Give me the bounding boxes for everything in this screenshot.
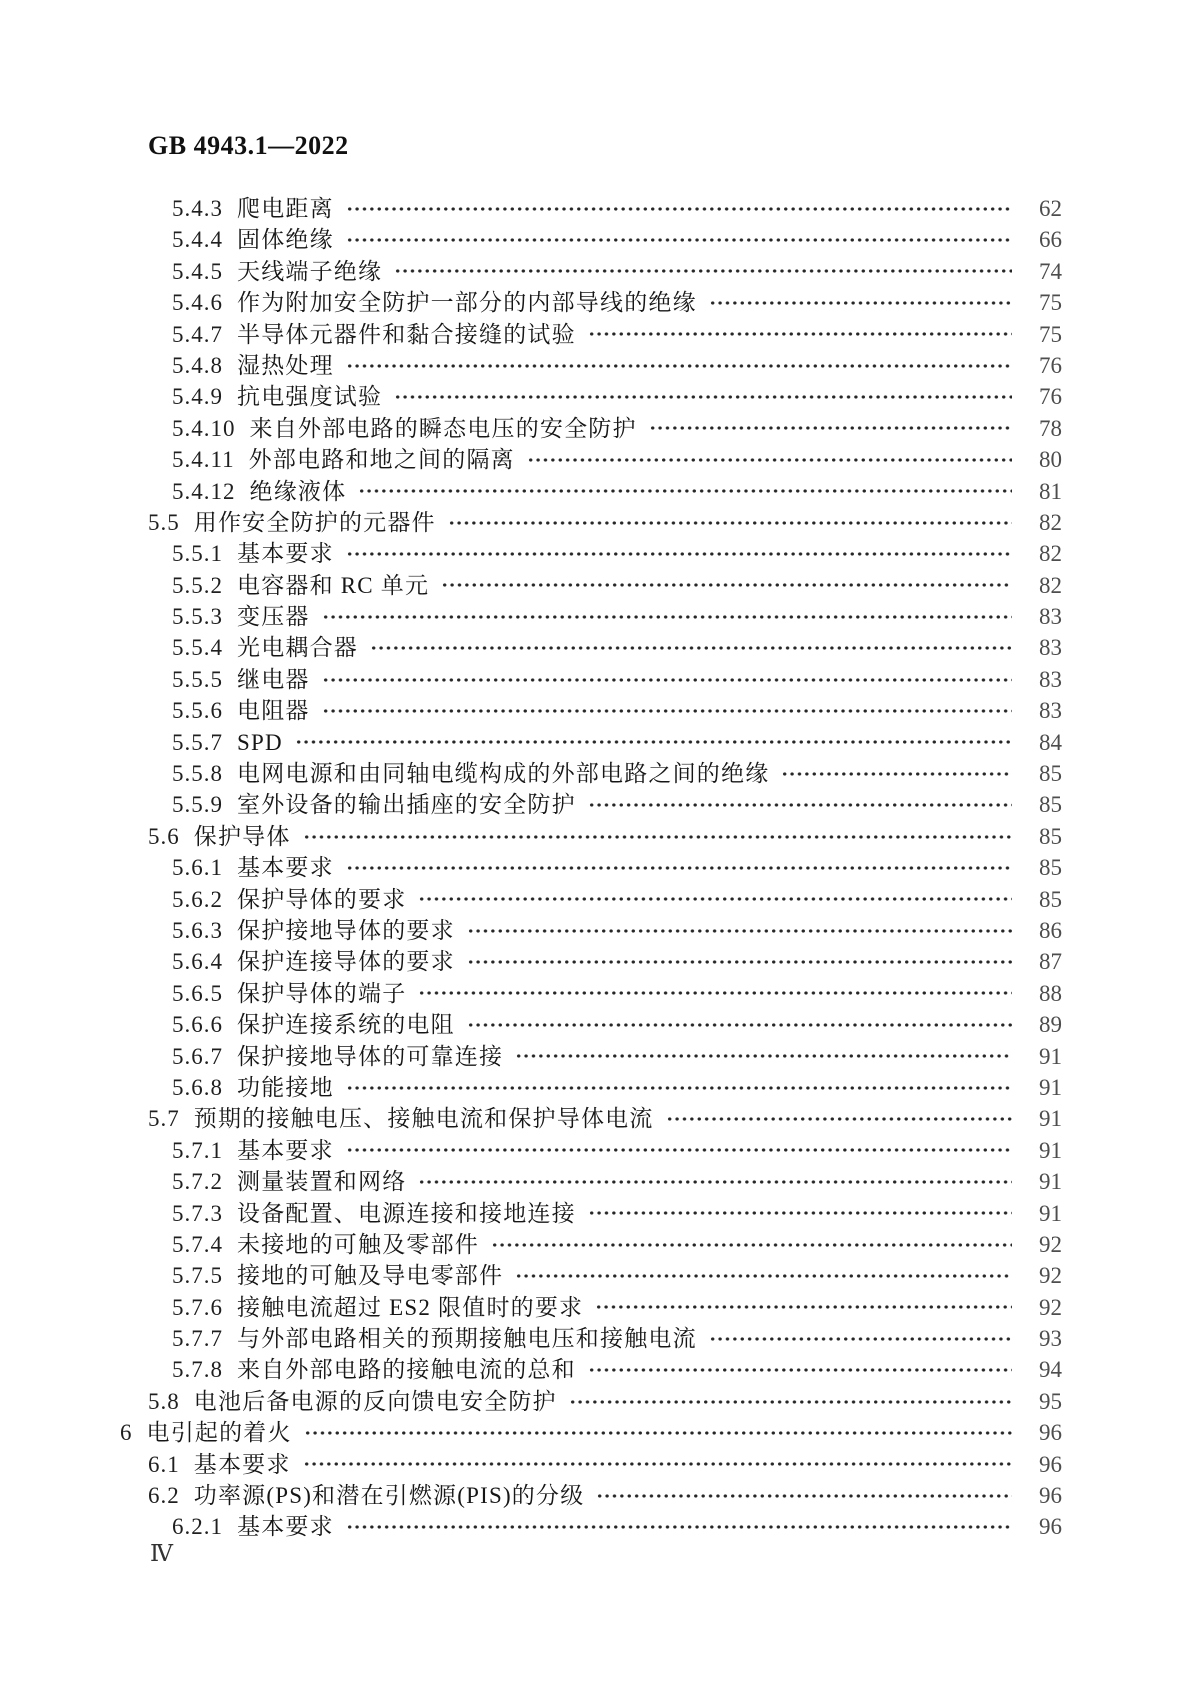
dot-leader — [467, 915, 1012, 946]
dot-leader — [515, 1260, 1012, 1291]
toc-entry — [120, 1041, 1062, 1072]
toc-entry — [120, 1103, 1062, 1134]
toc-entry — [120, 789, 1062, 820]
toc-entry-title: 变压器 — [237, 604, 310, 630]
toc-entry-number: 5.6.1 — [172, 855, 223, 881]
toc-entry-page: 76 — [1039, 352, 1062, 378]
toc-entry-title: 电引起的着火 — [146, 1420, 292, 1446]
toc-entry-number: 5.7.8 — [172, 1357, 223, 1383]
toc-entry-title: 接触电流超过 ES2 限值时的要求 — [237, 1294, 584, 1320]
toc-entry — [120, 1511, 1062, 1542]
toc-entry-number: 5.5.6 — [172, 698, 223, 724]
toc-entry — [120, 978, 1062, 1009]
toc-entry-page: 76 — [1039, 384, 1062, 410]
toc-entry-title: 保护导体的要求 — [237, 886, 407, 912]
dot-leader — [304, 1417, 1012, 1448]
toc-entry-number: 5.5.7 — [172, 729, 223, 755]
toc-entry — [120, 1260, 1062, 1291]
toc-entry-page: 92 — [1039, 1294, 1062, 1320]
toc-entry-title: 未接地的可触及零部件 — [237, 1231, 479, 1257]
toc-entry — [120, 1417, 1062, 1448]
toc-entry — [120, 287, 1062, 318]
toc-entry-title: 电容器和 RC 单元 — [237, 572, 430, 598]
toc-entry-number: 5.4.6 — [172, 290, 223, 316]
toc-entry — [120, 1292, 1062, 1323]
toc-entry — [120, 350, 1062, 381]
toc-entry-title: 固体绝缘 — [237, 227, 334, 253]
toc-entry-page: 89 — [1039, 1012, 1062, 1038]
toc-entry-page: 66 — [1039, 227, 1062, 253]
toc-entry-page: 74 — [1039, 258, 1062, 284]
dot-leader — [709, 287, 1012, 318]
dot-leader — [418, 1166, 1012, 1197]
dot-leader — [346, 193, 1012, 224]
toc-entry-title: 保护连接系统的电阻 — [237, 1012, 455, 1038]
toc-entry-page: 83 — [1039, 635, 1062, 661]
toc-entry-number: 6.2 — [148, 1483, 180, 1509]
dot-leader — [303, 821, 1012, 852]
dot-leader — [295, 727, 1012, 758]
toc-entry-number: 5.8 — [148, 1388, 180, 1414]
toc-entry — [120, 727, 1062, 758]
toc-entry-number: 5.6.8 — [172, 1074, 223, 1100]
toc-entry-number: 5.7.2 — [172, 1169, 223, 1195]
toc-entry-page: 62 — [1039, 196, 1062, 221]
toc-entry-page: 85 — [1039, 792, 1062, 818]
toc-entry-title: 抗电强度试验 — [237, 384, 383, 410]
toc-entry-page: 85 — [1039, 761, 1062, 787]
toc-entry-title: 预期的接触电压、接触电流和保护导体电流 — [193, 1106, 654, 1132]
toc-entry — [120, 413, 1062, 444]
dot-leader — [322, 695, 1012, 726]
dot-leader — [781, 758, 1012, 789]
dot-leader — [515, 1041, 1012, 1072]
toc-entry-title: 电网电源和由同轴电缆构成的外部电路之间的绝缘 — [237, 761, 770, 787]
dot-leader — [448, 507, 1012, 538]
toc-entry-number: 5.7.3 — [172, 1200, 223, 1226]
toc-entry-page: 92 — [1039, 1231, 1062, 1257]
toc-entry-number: 5.6.7 — [172, 1043, 223, 1069]
toc-entry-number: 5.4.7 — [172, 321, 223, 347]
dot-leader — [394, 256, 1012, 287]
dot-leader — [595, 1292, 1012, 1323]
toc-entry — [120, 224, 1062, 255]
dot-leader — [588, 1354, 1012, 1385]
toc-entry-number: 5.4.3 — [172, 196, 223, 221]
toc-entry — [120, 852, 1062, 883]
toc-entry — [120, 1354, 1062, 1385]
page-number-roman: Ⅳ — [150, 1541, 173, 1567]
dot-leader — [666, 1103, 1012, 1134]
toc-entry-title: 设备配置、电源连接和接地连接 — [237, 1200, 576, 1226]
toc-entry-title: 继电器 — [237, 666, 310, 692]
dot-leader — [418, 978, 1012, 1009]
toc-entry-number: 5.4.9 — [172, 384, 223, 410]
dot-leader — [588, 789, 1012, 820]
toc-entry-page: 88 — [1039, 980, 1062, 1006]
toc-entry-page: 91 — [1039, 1074, 1062, 1100]
standard-code: GB 4943.1—2022 — [148, 131, 349, 160]
toc-entry-number: 5.4.5 — [172, 258, 223, 284]
toc-entry — [120, 1135, 1062, 1166]
toc-entry-number: 5.4.8 — [172, 352, 223, 378]
toc-entry — [120, 1198, 1062, 1229]
toc-entry — [120, 758, 1062, 789]
toc-entry-page: 83 — [1039, 698, 1062, 724]
toc-entry-page: 93 — [1039, 1326, 1062, 1352]
toc-entry — [120, 695, 1062, 726]
toc-entry-number: 5.6.4 — [172, 949, 223, 975]
toc-entry-title: 测量装置和网络 — [237, 1169, 407, 1195]
toc-entry — [120, 538, 1062, 569]
dot-leader — [346, 1135, 1012, 1166]
toc-entry — [120, 884, 1062, 915]
toc-entry — [120, 1323, 1062, 1354]
toc-entry-title: 保护连接导体的要求 — [237, 949, 455, 975]
page-header — [148, 131, 349, 161]
dot-leader — [588, 1198, 1012, 1229]
toc-entry-page: 91 — [1039, 1106, 1062, 1132]
toc-entry-page: 91 — [1039, 1200, 1062, 1226]
toc-entry-page: 91 — [1039, 1043, 1062, 1069]
toc-entry-page: 80 — [1039, 447, 1062, 473]
toc-entry-number: 5.5.1 — [172, 541, 223, 567]
toc-entry-number: 5.4.11 — [172, 447, 235, 473]
toc-entry-page: 85 — [1039, 855, 1062, 881]
toc-entry-page: 83 — [1039, 604, 1062, 630]
toc-entry-title: 接地的可触及导电零部件 — [237, 1263, 504, 1289]
toc-entry-title: 基本要求 — [193, 1451, 291, 1477]
toc-entry-title: 基本要求 — [237, 1137, 334, 1163]
toc-entry-number: 5.6.2 — [172, 886, 223, 912]
toc-entry-number: 5.7.7 — [172, 1326, 223, 1352]
dot-leader — [491, 1229, 1012, 1260]
toc-entry — [120, 1480, 1062, 1511]
toc-entry-page: 86 — [1039, 917, 1062, 943]
toc-entry-page: 82 — [1039, 509, 1062, 535]
toc-entry-number: 5.6.6 — [172, 1012, 223, 1038]
toc-entry-page: 96 — [1039, 1514, 1062, 1540]
toc-entry — [120, 1229, 1062, 1260]
toc-entry-title: 电阻器 — [237, 698, 310, 724]
toc-entry — [120, 1166, 1062, 1197]
dot-leader — [346, 852, 1012, 883]
toc-entry-number: 5.6 — [148, 823, 180, 849]
toc-entry-number: 5.6.3 — [172, 917, 223, 943]
dot-leader — [322, 664, 1012, 695]
toc-entry — [120, 381, 1062, 412]
dot-leader — [649, 413, 1012, 444]
dot-leader — [346, 1072, 1012, 1103]
dot-leader — [322, 601, 1012, 632]
toc-entry-page: 95 — [1039, 1388, 1062, 1414]
dot-leader — [467, 1009, 1012, 1040]
toc-entry — [120, 476, 1062, 507]
toc-entry-title: 保护导体的端子 — [237, 980, 407, 1006]
toc-entry — [120, 821, 1062, 852]
toc-entry-number: 5.5.9 — [172, 792, 223, 818]
dot-leader — [346, 538, 1012, 569]
toc-entry-title: 光电耦合器 — [237, 635, 358, 661]
toc-entry-number: 5.7.6 — [172, 1294, 223, 1320]
toc-entry-page: 91 — [1039, 1137, 1062, 1163]
dot-leader — [303, 1449, 1012, 1480]
toc-entry-number: 5.7.1 — [172, 1137, 223, 1163]
toc-entry-number: 6 — [120, 1420, 133, 1446]
toc-entry-page: 82 — [1039, 572, 1062, 598]
dot-leader — [346, 350, 1012, 381]
toc-entry-title: 来自外部电路的接触电流的总和 — [237, 1357, 576, 1383]
toc-entry-title: 功率源(PS)和潜在引燃源(PIS)的分级 — [193, 1483, 585, 1509]
toc-entry-page: 92 — [1039, 1263, 1062, 1289]
dot-leader — [569, 1386, 1012, 1417]
dot-leader — [709, 1323, 1012, 1354]
dot-leader — [346, 1511, 1012, 1542]
toc-entry-title: 基本要求 — [237, 1514, 334, 1540]
toc-entry-page: 91 — [1039, 1169, 1062, 1195]
dot-leader — [588, 319, 1012, 350]
toc-entry — [120, 1009, 1062, 1040]
toc-entry-page: 83 — [1039, 666, 1062, 692]
toc-entry-number: 5.5.2 — [172, 572, 223, 598]
toc-entry-title: 绝缘液体 — [249, 478, 347, 504]
toc-entry-number: 5.4.4 — [172, 227, 223, 253]
dot-leader — [596, 1480, 1012, 1511]
toc-entry — [120, 319, 1062, 350]
toc-entry-title: 爬电距离 — [237, 196, 334, 221]
toc-entry-title: 保护接地导体的要求 — [237, 917, 455, 943]
toc-entry-title: 天线端子绝缘 — [237, 258, 383, 284]
toc-entry-title: SPD — [237, 729, 283, 755]
toc-entry — [120, 444, 1062, 475]
toc-entry-page: 84 — [1039, 729, 1062, 755]
toc-entry-page: 85 — [1039, 823, 1062, 849]
toc-entry — [120, 256, 1062, 287]
toc-entry-title: 保护导体 — [193, 823, 291, 849]
toc-entry-number: 5.6.5 — [172, 980, 223, 1006]
toc-entry-title: 湿热处理 — [237, 352, 334, 378]
toc-entry-number: 6.2.1 — [172, 1514, 223, 1540]
toc-entry-title: 外部电路和地之间的隔离 — [248, 447, 515, 473]
toc-entry-page: 82 — [1039, 541, 1062, 567]
toc-entry — [120, 1386, 1062, 1417]
toc-entry — [120, 664, 1062, 695]
toc-entry-number: 5.7 — [148, 1106, 180, 1132]
toc-entry-title: 功能接地 — [237, 1074, 334, 1100]
toc-entry-page: 85 — [1039, 886, 1062, 912]
dot-leader — [394, 381, 1012, 412]
dot-leader — [370, 632, 1012, 663]
page-footer — [150, 1541, 173, 1567]
toc-entry-page: 94 — [1039, 1357, 1062, 1383]
toc-list — [120, 193, 1062, 1543]
toc-entry — [120, 632, 1062, 663]
toc-entry-title: 保护接地导体的可靠连接 — [237, 1043, 504, 1069]
toc-entry-number: 5.5.3 — [172, 604, 223, 630]
toc-entry-title: 电池后备电源的反向馈电安全防护 — [193, 1388, 557, 1414]
dot-leader — [358, 476, 1012, 507]
toc-entry-page: 81 — [1039, 478, 1062, 504]
toc-entry-title: 作为附加安全防护一部分的内部导线的绝缘 — [237, 290, 697, 316]
toc-entry — [120, 570, 1062, 601]
toc-entry-number: 5.7.5 — [172, 1263, 223, 1289]
toc-entry-page: 75 — [1039, 290, 1062, 316]
dot-leader — [441, 570, 1012, 601]
toc-entry — [120, 946, 1062, 977]
toc-entry-title: 与外部电路相关的预期接触电压和接触电流 — [237, 1326, 697, 1352]
toc-entry — [120, 915, 1062, 946]
table-of-contents — [120, 193, 1062, 1543]
toc-entry-title: 半导体元器件和黏合接缝的试验 — [237, 321, 576, 347]
toc-entry-title: 基本要求 — [237, 541, 334, 567]
dot-leader — [527, 444, 1012, 475]
toc-entry-page: 75 — [1039, 321, 1062, 347]
toc-entry-title: 室外设备的输出插座的安全防护 — [237, 792, 576, 818]
toc-entry-title: 用作安全防护的元器件 — [193, 509, 436, 535]
dot-leader — [467, 946, 1012, 977]
toc-entry — [120, 601, 1062, 632]
dot-leader — [418, 884, 1012, 915]
toc-entry-page: 96 — [1039, 1451, 1062, 1477]
toc-entry-page: 96 — [1039, 1420, 1062, 1446]
toc-entry-number: 5.5.8 — [172, 761, 223, 787]
toc-entry-page: 96 — [1039, 1483, 1062, 1509]
toc-entry-number: 5.5 — [148, 509, 180, 535]
toc-entry-number: 5.4.12 — [172, 478, 236, 504]
toc-entry — [120, 193, 1062, 224]
dot-leader — [346, 224, 1012, 255]
toc-entry-number: 5.7.4 — [172, 1231, 223, 1257]
toc-entry — [120, 1072, 1062, 1103]
toc-entry — [120, 1449, 1062, 1480]
toc-entry-number: 5.5.5 — [172, 666, 223, 692]
toc-entry-title: 基本要求 — [237, 855, 334, 881]
toc-entry-page: 87 — [1039, 949, 1062, 975]
toc-entry — [120, 507, 1062, 538]
toc-entry-page: 78 — [1039, 415, 1062, 441]
toc-entry-number: 5.5.4 — [172, 635, 223, 661]
toc-entry-number: 5.4.10 — [172, 415, 236, 441]
toc-entry-title: 来自外部电路的瞬态电压的安全防护 — [249, 415, 637, 441]
toc-entry-number: 6.1 — [148, 1451, 180, 1477]
